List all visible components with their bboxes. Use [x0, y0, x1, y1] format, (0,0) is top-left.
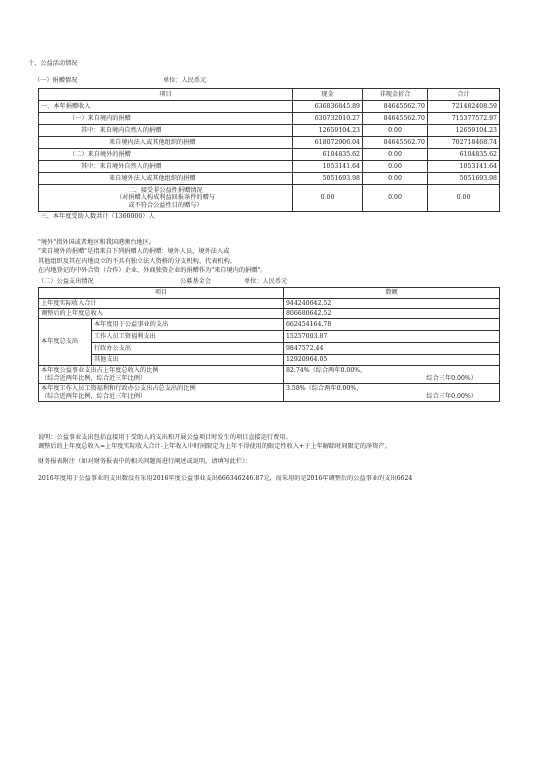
ratio2-label-line: 本年度工作人员工资福利和行政办公支出占总支出的比例 — [41, 385, 196, 393]
row-noncash: 84645562.70 — [363, 137, 428, 149]
row-value: 806680642.52 — [284, 309, 500, 319]
row-value: 9847572.44 — [284, 343, 500, 355]
header-cash: 现金 — [293, 89, 363, 101]
note-line: 其他组织及其在内地设立的不具有独立法人资格的分支机构、代表机构。 — [38, 257, 236, 265]
appendix-text: 2016年度用于公益事业的支出数没有采用2016年度公益事业支出666346246.87元，而采用的是2016年调整后的公益事业的支出6624 — [38, 475, 413, 482]
table-row — [39, 101, 500, 113]
limited-label-line: 或不符合公益性目的赠与） — [128, 201, 203, 209]
limited-noncash: 0.00 — [363, 185, 428, 212]
row-label: 来自境外法人或其他组织的捐赠 — [39, 173, 293, 185]
row-noncash: 0.00 — [363, 125, 428, 137]
row-label: 本年度用于公益事业的支出 — [92, 319, 284, 331]
table-header-row — [39, 288, 500, 299]
limited-label — [39, 185, 293, 212]
header-amount: 数额 — [284, 288, 500, 299]
table-row — [39, 161, 500, 173]
appendix-title: 财务报表附注（如对财务报表中的相关问题需进行阐述或说明，请填写此栏）： — [38, 458, 252, 465]
beneficiaries-count: 三、本年度受助人数共计（1360000）人 — [39, 212, 500, 221]
row-value: 662454164.78 — [284, 319, 500, 331]
ratio1-label-line: 本年度公益事业支出占上年度总收入的比例 — [41, 367, 159, 375]
row-label: 其他支出 — [92, 355, 284, 366]
donation-notes — [38, 238, 266, 276]
row-label: 一、本年捐赠收入 — [39, 101, 293, 113]
donation-subtitle: （一）捐赠情况 — [34, 77, 78, 84]
table-header-row — [39, 89, 500, 101]
row-noncash: 84645562.70 — [363, 101, 428, 113]
ratio2-value — [284, 384, 500, 402]
limited-label-line: 二、接受非公益性捐赠情况 — [128, 186, 203, 194]
row-cash: 12659104.23 — [293, 125, 363, 137]
table-row — [39, 125, 500, 137]
row-noncash: 0.00 — [363, 149, 428, 161]
row-cash: 618072906.04 — [293, 137, 363, 149]
row-label: 来自境内法人或其他组织的捐赠 — [39, 137, 293, 149]
header-noncash: 非现金折合 — [363, 89, 428, 101]
table-row-beneficiaries — [39, 212, 500, 221]
row-total: 5051693.98 — [428, 173, 500, 185]
row-label: 其中：来自境外自然人的捐赠 — [39, 161, 293, 173]
header-item: 项目 — [39, 288, 284, 299]
note-line: "来自境外的捐赠"是指来自下列捐赠人的捐赠：境外人员，境外法人或 — [38, 248, 230, 256]
table-row-ratio — [39, 384, 500, 402]
row-noncash: 0.00 — [363, 173, 428, 185]
donation-table — [38, 88, 500, 221]
donation-unit: 单位：人民币元 — [163, 77, 207, 84]
row-label: 调整后的上年度总收入 — [39, 309, 284, 319]
ratio2-value-line: 综合三年0.00%） — [426, 392, 477, 400]
row-label: 行政办公支出 — [92, 343, 284, 355]
table-row — [39, 331, 500, 343]
row-total: 715377572.97 — [428, 113, 500, 125]
ratio1-value — [284, 366, 500, 384]
ratio2-label — [39, 384, 284, 402]
row-noncash: 0.00 — [363, 161, 428, 173]
expense-org-type: 公募基金会 — [180, 278, 211, 285]
total-expense-label: 本年度总支出 — [39, 319, 92, 366]
row-label: 工作人员工资福利支出 — [92, 331, 284, 343]
table-row — [39, 343, 500, 355]
row-total: 721482408.59 — [428, 101, 500, 113]
table-row-limited — [39, 185, 500, 212]
row-value: 944240642.52 — [284, 299, 500, 309]
explanation — [38, 433, 391, 452]
row-cash: 1053141.64 — [293, 161, 363, 173]
ratio1-label-line: （综合近两年比例，综合近三年比例） — [41, 374, 147, 382]
ratio2-label-line: （综合近两年比例，综合近三年比例） — [41, 392, 147, 400]
note-line: "境外"指外国或者地区和我国港澳台地区。 — [38, 239, 156, 246]
table-row — [39, 355, 500, 366]
row-cash: 636836845.89 — [293, 101, 363, 113]
row-total: 1053141.64 — [428, 161, 500, 173]
row-cash: 6104835.62 — [293, 149, 363, 161]
limited-label-line: （对捐赠人构成利益回报条件的赠与 — [116, 194, 215, 202]
limited-cash: 0.00 — [293, 185, 363, 212]
header-item: 项目 — [39, 89, 293, 101]
row-total: 702718468.74 — [428, 137, 500, 149]
note-line: 在内地登记的中外合资（合作）企业、外商独资企业的捐赠作为"来自境内的捐赠"。 — [38, 267, 267, 275]
table-row — [39, 137, 500, 149]
header-total: 合计 — [428, 89, 500, 101]
table-row — [39, 319, 500, 331]
row-cash: 5051693.98 — [293, 173, 363, 185]
row-value: 12920964.05 — [284, 355, 500, 366]
table-row — [39, 309, 500, 319]
table-row-ratio — [39, 366, 500, 384]
limited-total: 0.00 — [428, 185, 500, 212]
expense-subtitle: （二）公益支出情况 — [38, 278, 94, 285]
row-label: （二）来自境外的捐赠 — [39, 149, 293, 161]
row-total: 12659104.23 — [428, 125, 500, 137]
row-label: （一）来自境内的捐赠 — [39, 113, 293, 125]
explanation-line: 调整后的上年度总收入=上年度实际收入合计-上年收入中时间限定为上年不得使用的限定性收入+于上年解除时间限定的净资产。 — [38, 443, 391, 451]
table-row — [39, 149, 500, 161]
table-row — [39, 113, 500, 125]
ratio1-value-line: 82.74%（综合两年0.00%， — [286, 367, 367, 375]
row-cash: 630732010.27 — [293, 113, 363, 125]
row-value: 15257003.87 — [284, 331, 500, 343]
ratio1-value-line: 综合三年0.00%） — [426, 374, 477, 382]
row-total: 6104835.62 — [428, 149, 500, 161]
expense-unit: 单位：人民币元 — [244, 278, 288, 285]
row-noncash: 84645562.70 — [363, 113, 428, 125]
ratio1-label — [39, 366, 284, 384]
table-row — [39, 173, 500, 185]
ratio2-value-line: 3.58%（综合两年0.00%， — [286, 385, 363, 393]
expense-table — [38, 287, 500, 402]
table-row — [39, 299, 500, 309]
row-label: 其中：来自境内自然人的捐赠 — [39, 125, 293, 137]
section-title: 十、公益活动情况 — [28, 60, 78, 67]
row-label: 上年度实际收入合计 — [39, 299, 284, 309]
explanation-line: 说明：公益事业支出包括直接用于受助人的支出和开展公益项目时发生的项目直接运行费用。 — [38, 434, 292, 441]
